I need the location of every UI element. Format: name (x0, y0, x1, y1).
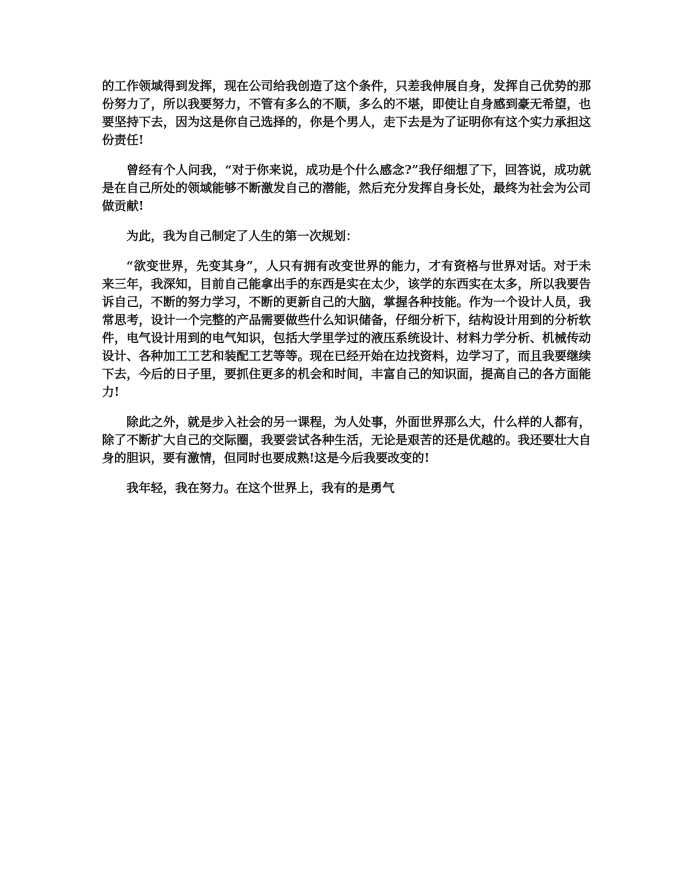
paragraph-5: 除此之外，就是步入社会的另一课程，为人处事，外面世界那么大，什么样的人都有，除了不断扩大自己的交际圈，我要尝试各种生活，无论是艰苦的还是优越的。我还要壮大自身的胆识，要有激情，但同时也要成熟!这是今后我要改变的! (102, 415, 591, 465)
paragraph-6: 我年轻，我在努力。在这个世界上，我有的是勇气 (126, 481, 395, 495)
paragraph-3: 为此，我为自己制定了人生的第一次规划： (126, 229, 358, 243)
paragraph-1: 的工作领域得到发挥，现在公司给我创造了这个条件，只差我伸展自身，发挥自己优势的那份努力了，所以我要努力，不管有多么的不顺，多么的不堪，即使让自身感到豪无希望，也要坚持下去，因为这是你自己选择的，你是个男人，走下去是为了证明你有这个实力承担这份责任! (102, 79, 591, 147)
paragraph-4: “欲变世界，先变其身”，人只有拥有改变世界的能力，才有资格与世界对话。对于未来三年，我深知，目前自己能拿出手的东西是实在太少，该学的东西实在太多，所以我要告诉自己，不断的努力学习，不断的更新自己的大脑，掌握各种技能。作为一个设计人员，我常思考，设计一个完整的产品需要做些什么知识储备，仔细分析下，结构设计用到的分析软件，电气设计用到的电气知识，包括大学里学过的液压系统设计、材料力学分析、机械传动设计、各种加工工艺和装配工艺等等。现在已经开始在边找资料，边学习了，而且我要继续下去，今后的日子里，要抓住更多的机会和时间，丰富自己的知识面，提高自己的各方面能力! (102, 259, 591, 399)
paragraph-2: 曾经有个人问我，“对于你来说，成功是个什么感念?”我仔细想了下，回答说，成功就是在自己所处的领域能够不断激发自己的潜能，然后充分发挥自身长处，最终为社会为公司做贡献! (102, 163, 591, 213)
document-body (102, 77, 591, 509)
